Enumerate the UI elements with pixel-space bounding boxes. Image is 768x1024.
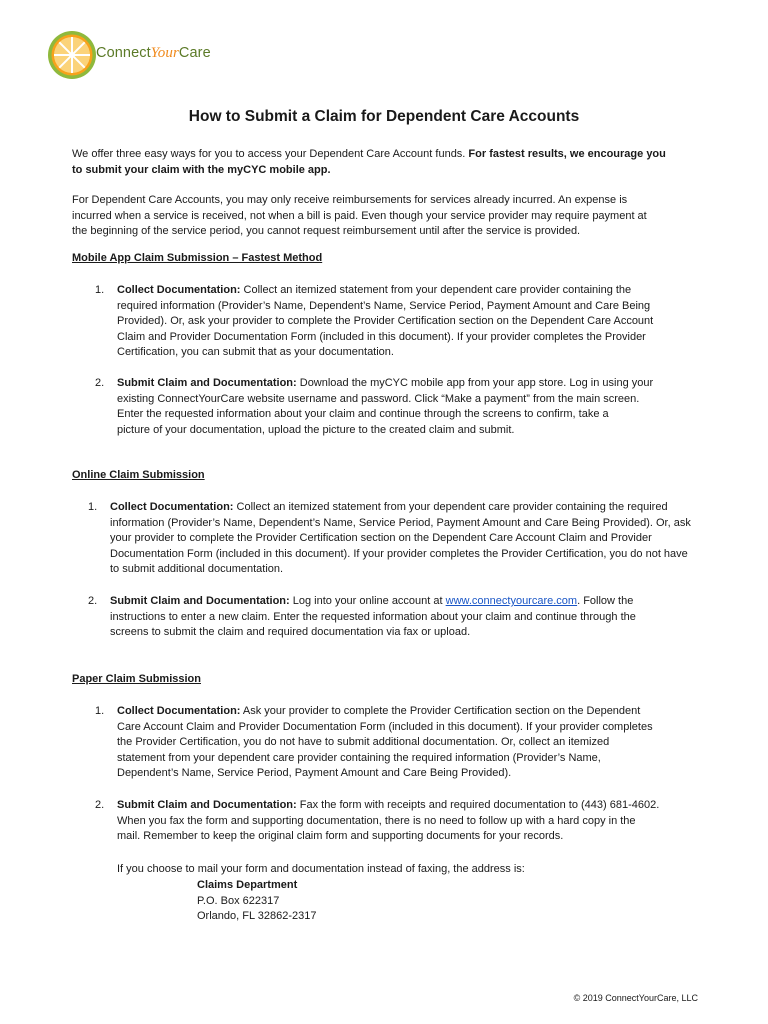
policy-line: the beginning of the service period, you cannot request reimbursement until after the service is provided. [72,225,581,237]
step-text: instructions to enter a new claim. Enter the requested information about your claim and continue through the [110,610,636,623]
step-text: to submit additional documentation. [110,563,284,575]
list-number: 2. [88,595,98,607]
orange-slice-icon [47,30,97,80]
step-text: Fax the form with receipts and required documentation to (443) 681-4602. [296,799,660,811]
policy-line: incurred when a service is received, not when a bill is paid. Even though your service provider may require payment at [72,209,647,222]
step-label: Submit Claim and Documentation: [117,799,297,811]
step-text: existing ConnectYourCare website username and password. Click “Make a payment” from the main screen. [117,392,640,405]
mailing-address [197,878,316,925]
address-line: Orlando, FL 32862-2317 [197,910,317,922]
step-label: Submit Claim and Documentation: [110,595,290,607]
intro-emphasis-2: to submit your claim with the myCYC mobile app. [72,163,331,176]
step-text: information (Provider’s Name, Dependent’s Name, Service Period, Payment Amount and Care Being Provided). Or, ask [110,516,691,529]
online-step-1 [110,500,691,578]
step-text: screens to submit the claim and required documentation via fax or upload. [110,626,471,638]
step-text: . Follow the [577,595,634,607]
step-text: Download the myCYC mobile app from your app store. Log in using your [296,377,654,389]
paper-step-1 [117,704,653,782]
intro-emphasis-1: For fastest results, we encourage you [468,148,666,160]
step-label: Submit Claim and Documentation: [117,377,297,389]
page-title: How to Submit a Claim for Dependent Care Accounts [188,108,580,125]
list-number: 2. [95,799,105,811]
step-text: Claim and Provider Documentation Form (included in this document). If your provider completes the Provider [117,330,646,343]
step-label: Collect Documentation: [117,705,241,717]
paper-section-heading: Paper Claim Submission [72,673,201,685]
step-text: the Provider Certification, you do not have to submit additional documentation. Or, collect an itemized [117,736,610,748]
step-label: Collect Documentation: [117,284,241,296]
step-text: statement from your dependent care provider containing the required information (Provider’s Name, [117,751,601,764]
list-number: 1. [88,501,98,513]
policy-line: For Dependent Care Accounts, you may only receive reimbursements for services already incurred. An expense is [72,194,628,206]
logo-text-b: Your [150,45,179,61]
step-text: Dependent’s Name, Service Period, Payment Amount and Care Being Provided). [117,767,512,779]
intro-paragraph [72,147,666,178]
list-number: 1. [95,705,105,717]
list-number: 1. [95,284,105,296]
step-text: Log into your online account at [289,595,446,607]
step-text: picture of your documentation, upload the picture to the created claim and submit. [117,423,515,436]
online-section-heading: Online Claim Submission [72,469,205,481]
mobile-step-2 [117,376,653,438]
online-step-2 [110,594,636,641]
step-text: required information (Provider’s Name, Dependent’s Name, Service Period, Payment Amount and Care Being [117,299,651,312]
step-text: mail. Remember to keep the original claim form and supporting documents for your records. [117,830,564,842]
mail-note: If you choose to mail your form and documentation instead of faxing, the address is: [117,863,525,875]
step-text: Ask your provider to complete the Provider Certification section on the Dependent [240,705,641,717]
step-text: Certification, you can submit that as your documentation. [117,346,394,358]
step-text: Documentation Form (included in this document). If your provider completes the Provider Certification, you do not have [110,547,688,560]
step-text: Enter the requested information about your claim and continue through the screens to confirm, take a [117,408,609,420]
company-logo [47,28,237,86]
website-link[interactable]: www.connectyourcare.com [445,595,578,607]
step-label: Collect Documentation: [110,501,234,513]
mobile-section-heading: Mobile App Claim Submission – Fastest Method [72,252,323,264]
step-text: your provider to complete the Provider Certification section on the Dependent Care Account Claim and Provider [110,532,652,544]
address-line: Claims Department [197,879,298,891]
intro-text: We offer three easy ways for you to access your Dependent Care Account funds. [72,148,469,160]
address-line: P.O. Box 622317 [197,894,280,907]
step-text: Provided). Or, ask your provider to complete the Provider Certification section on the Dependent Care Account [117,315,654,327]
logo-wordmark [96,45,211,62]
logo-text-c: Care [178,45,211,61]
paper-step-2 [117,798,659,845]
copyright-footer: © 2019 ConnectYourCare, LLC [573,993,698,1003]
policy-paragraph [72,193,647,240]
step-text: When you fax the form and supporting documentation, there is no need to follow up with a hard copy in the [117,814,636,827]
step-text: Care Account Claim and Provider Documentation Form (included in this document). If your provider completes [117,720,653,733]
list-number: 2. [95,377,105,389]
step-text: Collect an itemized statement from your dependent care provider containing the [240,284,632,296]
logo-text-a: Connect [96,45,151,61]
step-text: Collect an itemized statement from your dependent care provider containing the required [233,501,668,513]
mobile-step-1 [117,283,653,361]
